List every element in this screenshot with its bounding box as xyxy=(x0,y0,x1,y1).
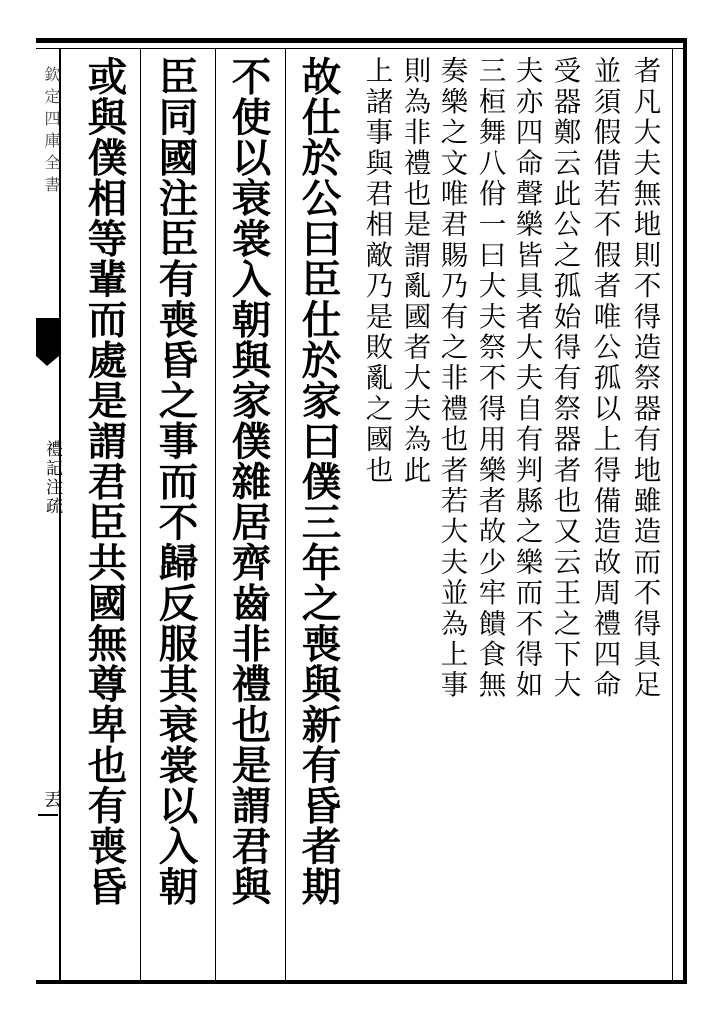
commentary-column: 則為非禮也是謂亂國者大夫為此 xyxy=(398,56,431,486)
bottom-frame-rule xyxy=(36,980,687,984)
right-frame-rule xyxy=(683,38,687,984)
page-number-rule xyxy=(38,814,58,816)
main-text-column: 或與僕相等輩而處是謂君臣共國無尊卑也有喪昏 xyxy=(81,56,128,907)
column-divider xyxy=(215,48,216,980)
column-divider xyxy=(140,48,141,980)
commentary-column: 三桓舞八佾一曰大夫祭不得用樂者故少牢饋食無 xyxy=(473,56,506,701)
top-inner-rule xyxy=(36,48,687,49)
main-text-column: 臣同國注臣有喪昏之事而不歸反服其衰裳以入朝 xyxy=(152,56,199,907)
main-text-column: 不使以衰裳入朝與家僕雜居齊齒非禮也是謂君與 xyxy=(225,56,272,907)
main-text-column: 故仕於公曰臣仕於家曰僕三年之喪與新有昏者期 xyxy=(295,56,342,907)
page-number: 丟 xyxy=(41,790,62,808)
column-divider xyxy=(285,48,286,980)
fishtail-notch xyxy=(36,356,59,366)
commentary-column: 受器鄭云此公之孤始得有祭器者也又云王之下大 xyxy=(548,56,581,701)
margin-heading: 欽定四庫全書 xyxy=(42,66,61,198)
commentary-column: 者凡大夫無地則不得造祭器有地雖造而不得具足 xyxy=(628,56,661,701)
fishtail-mark xyxy=(36,318,59,356)
commentary-column: 夫亦四命聲樂皆具者大夫自有判縣之樂而不得如 xyxy=(510,56,543,701)
top-frame-rule xyxy=(36,38,687,43)
commentary-column: 奏樂之文唯君賜乃有之非禮也者若大夫並為上事 xyxy=(435,56,468,701)
commentary-column: 並須假借若不假者唯公孤以上得備造故周禮四命 xyxy=(588,56,621,701)
right-inner-rule xyxy=(672,48,673,980)
commentary-column: 上諸事與君相敵乃是敗亂之國也 xyxy=(360,56,393,486)
book-title: 禮記注疏 xyxy=(42,440,62,516)
